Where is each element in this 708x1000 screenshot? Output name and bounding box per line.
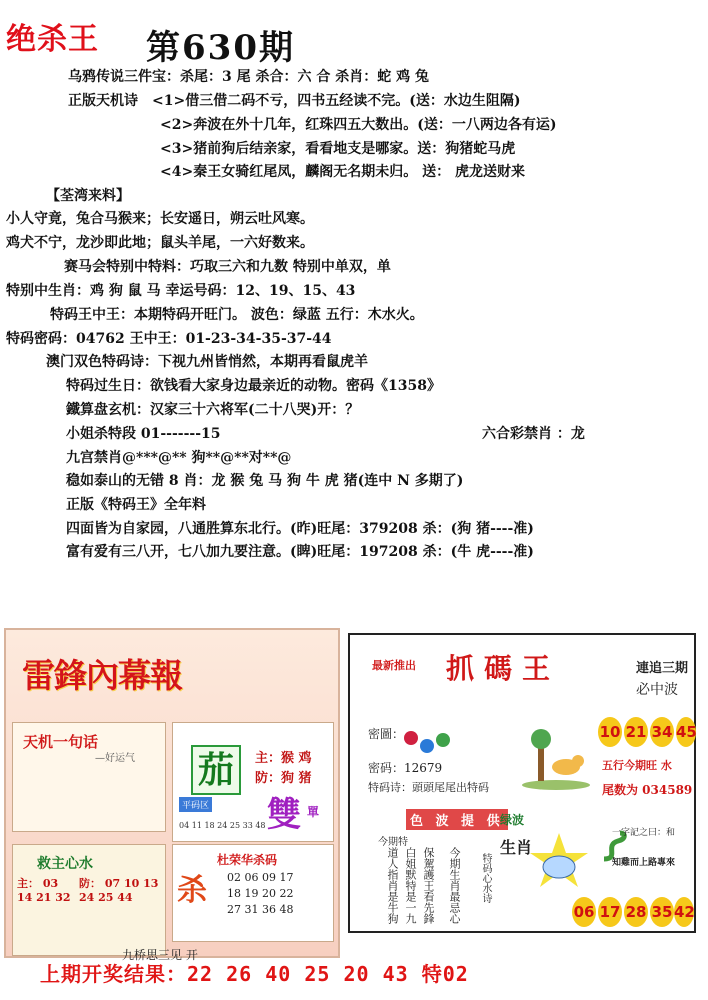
tema: 特码诗：頭頭尾尾出特码 xyxy=(368,781,489,794)
ball-bottom-1: 06 xyxy=(572,897,596,927)
cartoon-image xyxy=(518,727,594,791)
line-15: 鐵算盘玄机：汉家三十六将军(二十八哭)开：？ xyxy=(66,402,360,418)
blue-ball-icon xyxy=(420,739,434,753)
ad-left-footer: 九桥思三见 开 xyxy=(122,948,198,962)
ad-right-panel xyxy=(348,633,696,933)
section-heading: 【荃湾来料】 xyxy=(46,188,130,204)
tianji-heading: 天机一句话 xyxy=(23,733,99,751)
line-14: 特码过生日：欲钱看大家身边最亲近的动物。密码《1358》 xyxy=(66,378,441,394)
sha-panel xyxy=(172,844,334,942)
pingma-nums: 04 11 18 24 25 33 48 xyxy=(179,821,266,830)
line-1: 乌鸦传说三件宝：杀尾：3 尾 杀合：六 合 杀肖：蛇 鸡 兔 xyxy=(68,69,429,85)
ball-bottom-2: 17 xyxy=(598,897,622,927)
mima: 密码：12679 xyxy=(368,761,443,775)
line-2: 正版天机诗 <1>借三借二码不亏，四书五经读不完。(送：水边生阻隔) xyxy=(68,93,521,109)
tianji-panel xyxy=(12,722,166,832)
sha-row-1: 02 06 09 17 xyxy=(227,871,294,884)
jiuzhu-heading: 救主心水 xyxy=(37,856,93,872)
seboti: 色 波 提 供 xyxy=(406,809,508,830)
line-11: 特码王中王：本期特码开旺门。 波色：绿蓝 五行：木水火。 xyxy=(50,307,424,323)
bizhong: 必中波 xyxy=(636,682,678,698)
brand-title: 绝杀王 xyxy=(6,22,99,57)
jinqi: 今期特 xyxy=(378,837,408,848)
poem-col-3: 保駕護王看先鋒 xyxy=(422,847,435,924)
wuxing: 五行今期旺 水 xyxy=(602,759,672,772)
shengxiao: 生肖 xyxy=(500,838,533,857)
line-17: 九宫禁肖@***@** 狗**@**对**@ xyxy=(66,450,292,466)
ball-bottom-4: 35 xyxy=(650,897,674,927)
zhi-ma: 知雞而上路專來 xyxy=(612,858,676,868)
line-13: 澳门双色特码诗：下视九州皆悄然，本期再看鼠虎羊 xyxy=(46,354,368,370)
line-3: <2>奔波在外十几年，红珠四五大数出。(送：一八两边各有运) xyxy=(160,117,557,133)
last-result: 上期开奖结果：22 26 40 25 20 43 特02 xyxy=(40,962,469,986)
yizi: 一字記之曰：和 xyxy=(612,828,676,838)
cartoon-illustration xyxy=(518,727,594,791)
jiuzhu-panel xyxy=(12,844,166,956)
red-ball-icon xyxy=(404,731,418,745)
line-10: 特别中生肖：鸡 狗 鼠 马 幸运号码：12、19、15、43 xyxy=(6,283,356,299)
line-9: 赛马会特别中特料：巧取三六和九数 特别中单双，单 xyxy=(64,259,391,275)
line-12: 特码密码：04762 王中王：01-23-34-35-37-44 xyxy=(6,331,332,347)
fang-nums: 防： 07 10 13 24 25 44 xyxy=(79,877,159,904)
poem-col-2: 白姐默特是一九 xyxy=(404,847,417,924)
ad-left-title: 雷鋒內幕報 xyxy=(22,656,182,695)
tema-shi: 特码心水诗 xyxy=(480,853,491,903)
fang-label: 防：狗 猪 xyxy=(255,771,312,786)
new-tag: 最新推出 xyxy=(372,659,416,672)
poem-col-1: 道人指肖是牛狗 xyxy=(386,847,399,924)
ball-bottom-5: 42 xyxy=(674,897,694,927)
issue-number: 第630期 xyxy=(146,28,295,68)
zhu-label: 主：猴 鸡 xyxy=(255,751,312,766)
green-ball-icon xyxy=(436,733,450,747)
line-16: 小姐杀特段 01-------15 xyxy=(66,426,221,442)
sha-char: 杀 xyxy=(177,873,207,908)
tianji-sub: —好运气 xyxy=(95,753,135,764)
ox-illustration xyxy=(526,831,592,897)
char-panel xyxy=(172,722,334,842)
ox-icon xyxy=(526,831,592,897)
line-5: <4>秦王女骑红尾凤，麟阁无名期未归。 送： 虎龙送财来 xyxy=(160,164,525,180)
dan-char: 單 xyxy=(307,805,320,819)
ball-bottom-3: 28 xyxy=(624,897,648,927)
line-8: 鸡犬不宁，龙沙即此地；鼠头羊尾，一六好数来。 xyxy=(6,235,314,251)
ball-top-4: 45 xyxy=(676,717,696,747)
line-20: 四面皆为自家园，八通胜算东北行。(昨)旺尾：379208 杀：(狗 猪----准) xyxy=(66,521,534,537)
weishu: 尾数为 034589 xyxy=(602,783,693,797)
shuang-char: 雙 xyxy=(267,795,301,835)
line-18: 稳如泰山的无错 8 肖：龙 猴 兔 马 狗 牛 虎 猪(连中 N 多期了) xyxy=(66,473,464,489)
sha-row-2: 18 19 20 22 xyxy=(227,887,294,900)
line-21: 富有爱有三八开，七八加九要注意。(睥)旺尾：197208 杀：(牛 虎----准) xyxy=(66,544,534,560)
lianzhui: 連追三期 xyxy=(636,661,689,676)
line-7: 小人守竟，兔合马猴来；长安遥日，朔云吐风寒。 xyxy=(6,211,314,227)
ad-right-title: 抓碼王 xyxy=(446,652,561,685)
line-19: 正版《特码王》全年料 xyxy=(66,497,206,513)
lvbo: 绿波 xyxy=(500,813,525,827)
sha-heading: 杜荣华杀码 xyxy=(217,853,278,867)
ball-top-2: 21 xyxy=(624,717,648,747)
line-4: <3>猪前狗后结亲家，看看地支是哪家。送：狗猪蛇马虎 xyxy=(160,141,516,157)
big-char: 茄 xyxy=(191,745,241,795)
pingma-label: 平码区 xyxy=(179,797,212,812)
ball-top-3: 34 xyxy=(650,717,674,747)
poem-col-4: 今期生肖最忌心 xyxy=(448,847,461,924)
line-16b: 六合彩禁肖 ：龙 xyxy=(482,426,585,442)
ball-top-1: 10 xyxy=(598,717,622,747)
ad-left-panel xyxy=(4,628,340,962)
sha-row-3: 27 31 36 48 xyxy=(227,903,294,916)
mitu-label: 密圖： xyxy=(368,727,405,741)
zhu-nums: 主： 03 14 21 32 xyxy=(17,877,71,904)
